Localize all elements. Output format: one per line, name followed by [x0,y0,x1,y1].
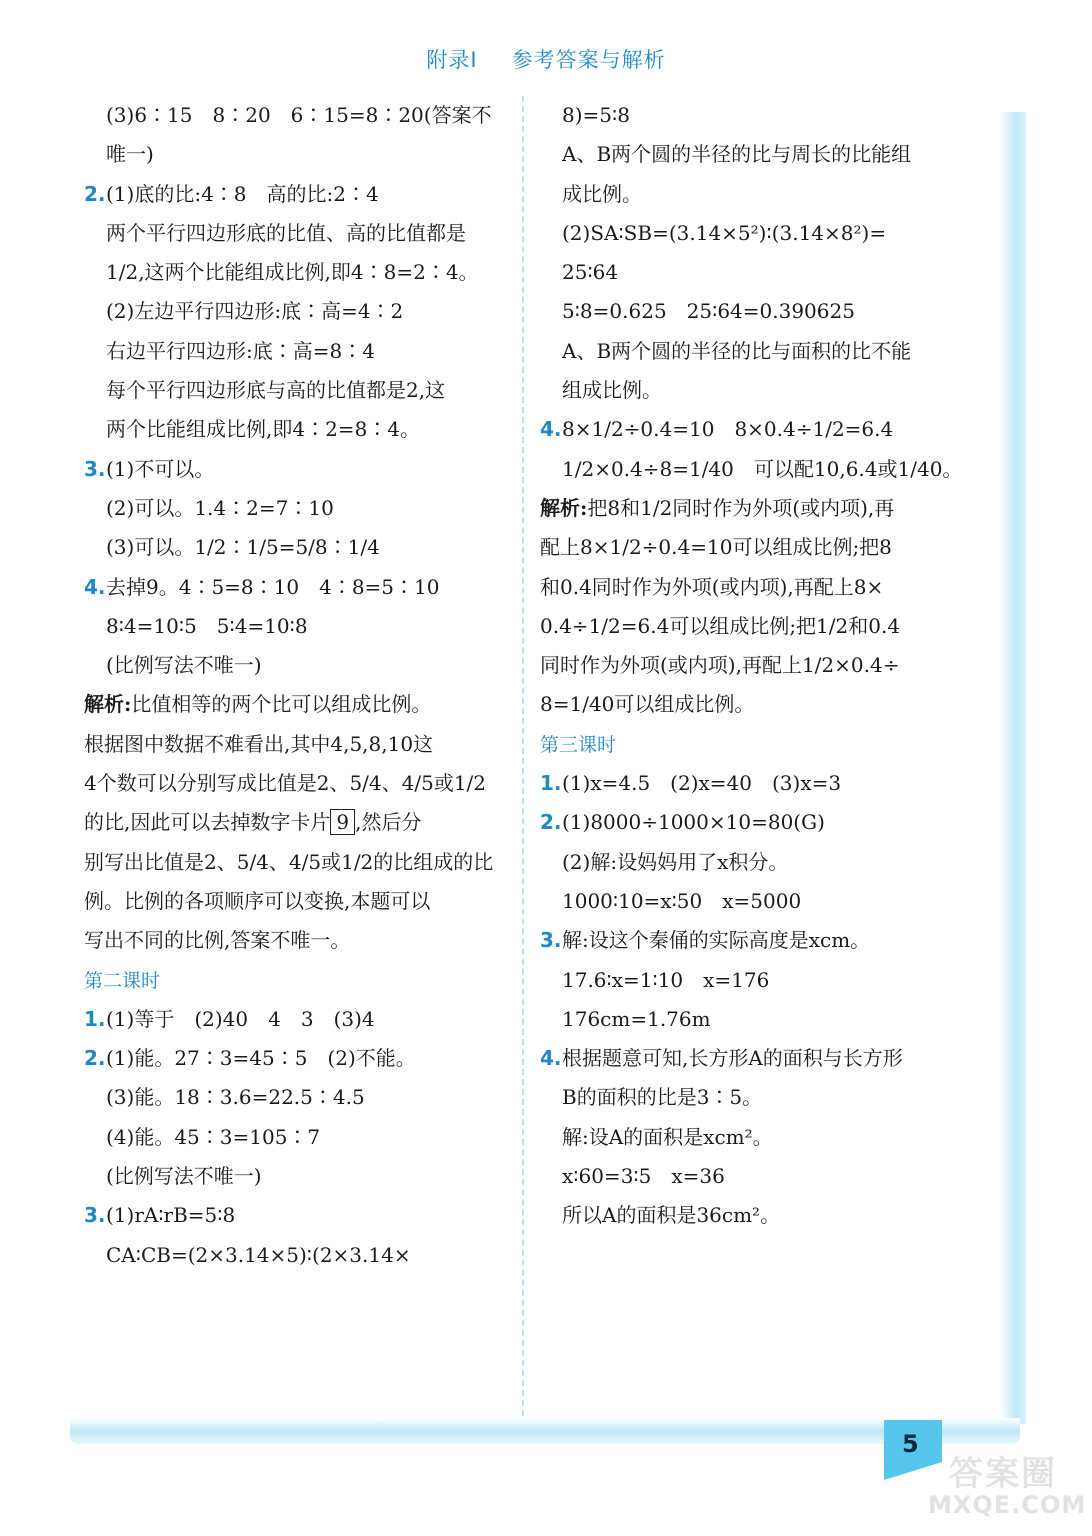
question-number: 2. [84,1046,106,1071]
line-text: 把8和1/2同时作为外项(或内项),再 [587,495,895,520]
watermark-line-2: MXQE.COM [928,1491,1087,1519]
line-text: (比例写法不唯一) [106,653,262,678]
answer-line [84,528,514,567]
column-divider [522,96,524,1416]
line-text: 右边平行四边形:底∶高=8∶4 [106,338,375,363]
answer-line [84,1000,514,1039]
answer-line [84,607,514,646]
line-text: 25∶64 [562,260,619,285]
answer-line [540,135,980,174]
answer-line [540,1000,980,1039]
line-text: 解:设A的面积是xcm²。 [562,1124,773,1149]
answer-line [84,764,514,803]
line-text: 两个比能组成比例,即4∶2=8∶4。 [106,417,421,442]
line-text: (1)8000÷1000×10=80(G) [562,810,825,835]
answer-line [84,1078,514,1117]
answer-line [540,803,980,842]
answer-line [540,1157,980,1196]
answer-line [84,1039,514,1078]
section-heading: 第三课时 [540,733,617,756]
section-heading: 第二课时 [84,969,161,992]
line-text: 写出不同的比例,答案不唯一。 [84,928,351,953]
answer-line [84,568,514,607]
bottom-decor-band [70,1418,1020,1444]
line-text: (1)不可以。 [106,456,215,481]
line-text: 配上8×1/2÷0.4=10可以组成比例;把8 [540,535,892,560]
answer-line [540,1078,980,1117]
line-text: 比值相等的两个比可以组成比例。 [131,692,432,717]
analysis-label: 解析: [540,495,588,520]
answer-line [540,410,980,449]
line-text: (3)可以。1/2∶1/5=5/8∶1/4 [106,535,380,560]
line-text: 根据图中数据不难看出,其中4,5,8,10这 [84,731,434,756]
answer-line [84,1118,514,1157]
answer-line [84,843,514,882]
question-number: 1. [540,771,562,796]
line-text: (1)等于 (2)40 4 3 (3)4 [106,1006,375,1031]
line-text: 别写出比值是2、5/4、4/5或1/2的比组成的比 [84,849,494,874]
line-text: 17.6∶x=1∶10 x=176 [562,967,770,992]
line-text: 同时作为外项(或内项),再配上1/2×0.4÷ [540,653,900,678]
answer-line [540,528,980,567]
line-text: 1/2,这两个比能组成比例,即4∶8=2∶4。 [106,260,479,285]
line-text: (2)SA∶SB=(3.14×5²)∶(3.14×8²)= [562,220,887,245]
line-text: 176cm=1.76m [562,1006,711,1031]
line-text: (2)左边平行四边形:底∶高=4∶2 [106,299,404,324]
answer-line [540,175,980,214]
answer-line [540,961,980,1000]
answer-line [540,253,980,292]
header-title: 参考答案与解析 [511,48,666,72]
right-decor-band [1000,112,1026,1424]
line-text: 1/2×0.4÷8=1/40 可以配10,6.4或1/40。 [562,456,963,481]
answer-line [540,371,980,410]
answer-line [540,332,980,371]
answer-line [540,646,980,685]
question-number: 4. [540,1046,562,1071]
line-text: 4个数可以分别写成比值是2、5/4、4/5或1/2 [84,771,487,796]
answer-line [84,1196,514,1235]
answer-line [84,1157,514,1196]
line-text: 每个平行四边形底与高的比值都是2,这 [106,378,446,403]
question-number: 3. [84,1203,106,1228]
answer-line [84,646,514,685]
answer-line [540,843,980,882]
answer-line [84,410,514,449]
analysis-label: 解析: [84,692,132,717]
answer-line [540,921,980,960]
appendix-label: 附录Ⅰ [426,48,478,72]
answer-line [540,96,980,135]
line-text: (3)能。18∶3.6=22.5∶4.5 [106,1085,365,1110]
line-text: 8)=5∶8 [562,103,630,127]
question-number: 2. [540,810,562,835]
answer-line [540,725,980,764]
line-text: 例。比例的各项顺序可以变换,本题可以 [84,888,431,913]
line-text: A、B两个圆的半径的比与面积的比不能 [562,338,912,363]
answer-line [540,764,980,803]
answer-line [84,175,514,214]
answer-line [84,371,514,410]
answer-line [84,332,514,371]
answer-line [84,961,514,1000]
answer-line [84,1236,514,1275]
watermark-logo [928,1446,1087,1519]
answer-line [540,1118,980,1157]
number-card: 9 [330,809,355,835]
answer-line [84,450,514,489]
answer-line [84,803,514,842]
line-text: 8×1/2÷0.4=10 8×0.4÷1/2=6.4 [562,417,894,442]
line-text: 根据题意可知,长方形A的面积与长方形 [562,1046,903,1071]
line-text-after: ,然后分 [355,810,422,835]
line-text: 8=1/40可以组成比例。 [540,692,755,717]
page-number: 5 [902,1430,919,1458]
answer-line [540,489,980,528]
answer-line [84,489,514,528]
line-text: A、B两个圆的半径的比与周长的比能组 [562,142,912,167]
line-text: 8∶4=10∶5 5∶4=10∶8 [106,613,308,638]
answer-line [84,921,514,960]
line-text: (3)6∶15 8∶20 6∶15=8∶20(答案不 [106,103,492,127]
answer-line [84,882,514,921]
question-number: 4. [84,574,106,599]
line-text: (1)x=4.5 (2)x=40 (3)x=3 [562,771,842,796]
right-column [540,96,980,1236]
line-text: x∶60=3∶5 x=36 [562,1164,725,1189]
line-text: 去掉9。4∶5=8∶10 4∶8=5∶10 [106,574,440,599]
line-text: 和0.4同时作为外项(或内项),再配上8× [540,574,884,599]
line-text: B的面积的比是3∶5。 [562,1085,763,1110]
question-number: 1. [84,1006,106,1031]
line-text: (2)可以。1.4∶2=7∶10 [106,495,334,520]
line-text: 解:设这个秦俑的实际高度是xcm。 [562,928,871,953]
line-text: 组成比例。 [562,378,662,403]
line-text: 5∶8=0.625 25∶64=0.390625 [562,299,855,324]
line-text: 唯一) [106,142,154,167]
question-number: 3. [84,456,106,481]
line-text: (比例写法不唯一) [106,1164,262,1189]
answer-line [84,96,514,135]
line-text: (2)解:设妈妈用了x积分。 [562,849,789,874]
line-text: 0.4÷1/2=6.4可以组成比例;把1/2和0.4 [540,613,901,638]
answer-line [84,214,514,253]
line-text: 的比,因此可以去掉数字卡片 [84,810,331,835]
answer-line [84,685,514,724]
answer-line [84,292,514,331]
answer-line [540,568,980,607]
answer-line [84,725,514,764]
line-text: (1)底的比:4∶8 高的比:2∶4 [106,181,379,206]
question-number: 4. [540,417,562,442]
line-text: CA∶CB=(2×3.14×5)∶(2×3.14× [106,1242,411,1267]
page-header [0,44,1092,74]
line-text: 成比例。 [562,181,642,206]
watermark-line-1: 答案圈 [949,1454,1057,1494]
answer-line [540,882,980,921]
line-text: (1)rA∶rB=5∶8 [106,1203,236,1228]
question-number: 3. [540,928,562,953]
line-text: 1000∶10=x∶50 x=5000 [562,888,802,913]
left-column [84,96,514,1275]
answer-line [540,607,980,646]
line-text: 所以A的面积是36cm²。 [562,1203,781,1228]
answer-line [540,292,980,331]
line-text: (4)能。45∶3=105∶7 [106,1124,321,1149]
line-text: 两个平行四边形底的比值、高的比值都是 [106,220,466,245]
answer-line [540,1039,980,1078]
question-number: 2. [84,181,106,206]
answer-line [540,1196,980,1235]
answer-line [540,685,980,724]
answer-line [84,135,514,174]
answer-line [84,253,514,292]
answer-line [540,450,980,489]
line-text: (1)能。27∶3=45∶5 (2)不能。 [106,1046,416,1071]
answer-line [540,214,980,253]
